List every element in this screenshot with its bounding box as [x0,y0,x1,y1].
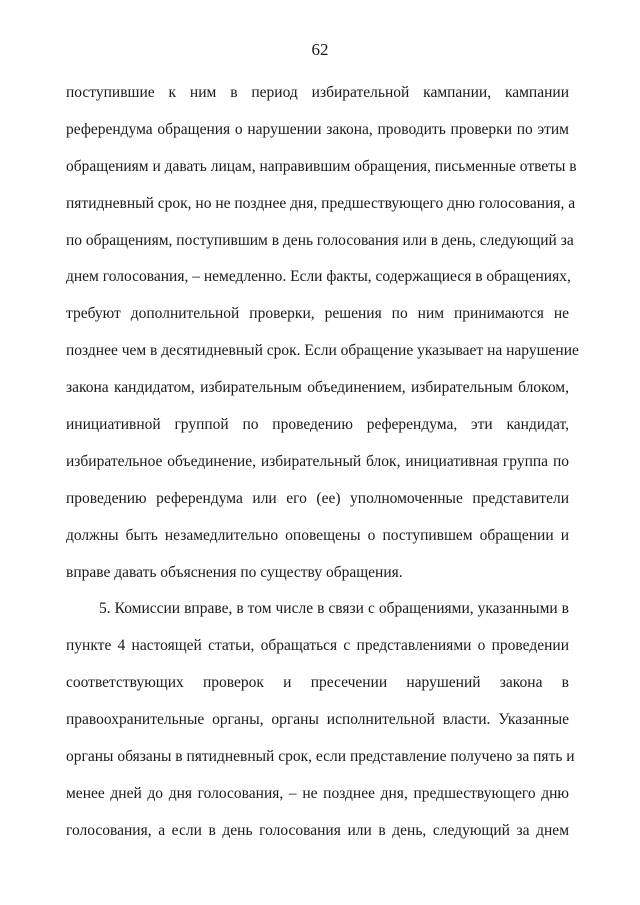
text-line: должны быть незамедлительно оповещены о поступившем обращении и [66,526,569,544]
page-number: 62 [311,40,329,59]
text-line: днем голосования, – немедленно. Если факты, содержащиеся в обращениях, [66,268,571,286]
text-line: соответствующих проверок и пресечении нарушений закона в [66,674,569,692]
text-line: инициативной группой по проведению референдума, эти кандидат, [66,416,569,434]
text-line: позднее чем в десятидневный срок. Если обращение указывает на нарушение [66,342,579,360]
text-line: референдума обращения о нарушении закона, проводить проверки по этим [66,120,569,138]
text-line: закона кандидатом, избирательным объединением, избирательным блоком, [66,379,569,397]
text-line: пункте 4 настоящей статьи, обращаться с представлениями о проведении [66,637,569,655]
text-line: менее дней до дня голосования, – не позднее дня, предшествующего дню [66,784,569,802]
text-line: по обращениям, поступившим в день голосования или в день, следующий за [66,231,574,249]
text-line: проведению референдума или его (ее) уполномоченные представители [66,489,569,507]
body-text [66,83,579,858]
text-line: голосования, а если в день голосования или в день, следующий за днем [66,821,569,839]
text-line: органы обязаны в пятидневный срок, если представление получено за пять и [66,748,575,766]
paragraph-end-line: вправе давать объяснения по существу обращения. [66,563,403,581]
text-line: избирательное объединение, избирательный блок, инициативная группа по [66,452,569,470]
text-line: правоохранительные органы, органы исполнительной власти. Указанные [66,711,569,729]
text-line: пятидневный срок, но не позднее дня, предшествующего дню голосования, а [66,194,576,212]
text-line: поступившие к ним в период избирательной кампании, кампании [66,84,569,101]
text-line: требуют дополнительной проверки, решения по ним принимаются не [66,305,569,323]
text-line: обращениям и давать лицам, направившим обращения, письменные ответы в [66,157,577,175]
paragraph-start-line: 5. Комиссии вправе, в том числе в связи с обращениями, указанными в [99,600,569,618]
